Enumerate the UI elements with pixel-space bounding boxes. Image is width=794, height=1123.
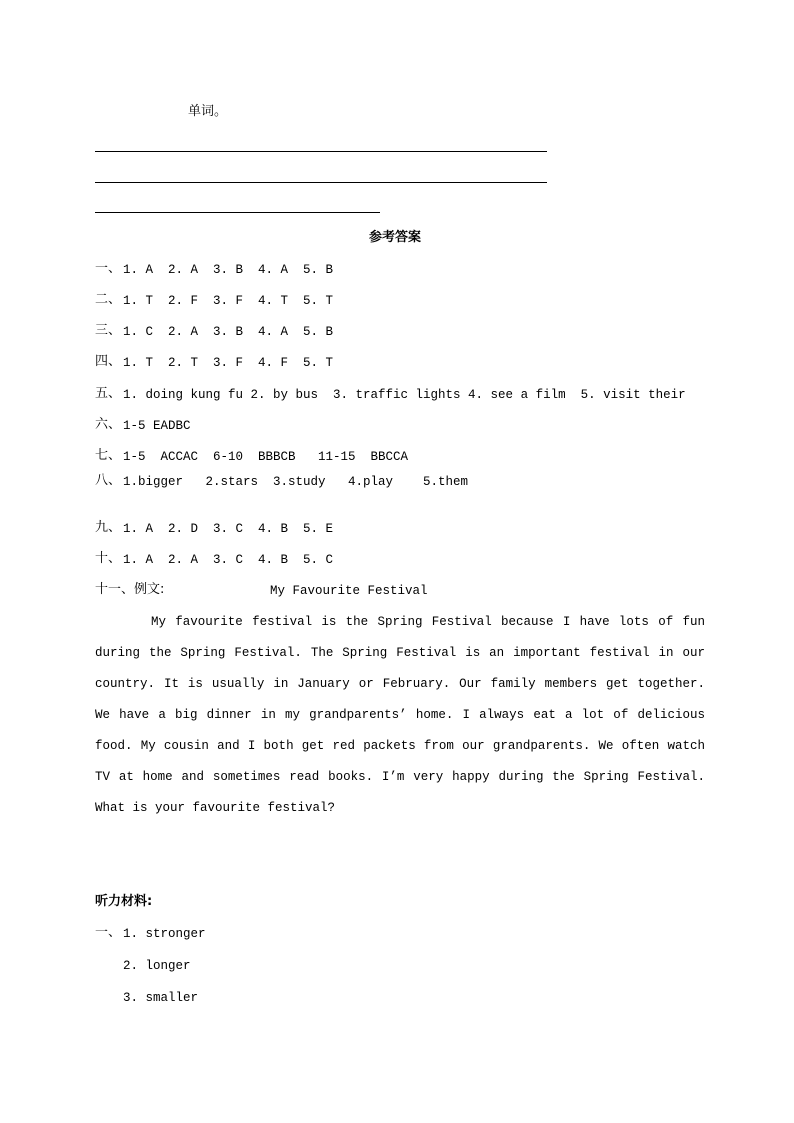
section-1-answers: 1. A 2. A 3. B 4. A 5. B [123,263,334,277]
essay-paragraph [95,607,705,824]
listening-section-1-number: 一、 [95,925,122,940]
section-4-number: 四、 [95,354,122,369]
section-7-number: 七、 [95,448,122,463]
section-5-number: 五、 [95,386,122,401]
word-instruction: 单词。 [188,104,228,119]
section-10-answers: 1. A 2. A 3. C 4. B 5. C [123,553,334,567]
listening-item-3: 3. smaller [123,991,199,1005]
section-11-label: 十一、例文: [95,582,165,597]
essay-title: My Favourite Festival [270,584,428,598]
section-9-number: 九、 [95,520,122,535]
section-2-number: 二、 [95,292,122,307]
section-5-answers: 1. doing kung fu 2. by bus 3. traffic lights 4. see a film 5. visit their [123,388,686,402]
section-1-number: 一、 [95,261,122,276]
section-2-answers: 1. T 2. F 3. F 4. T 5. T [123,294,334,308]
section-4-answers: 1. T 2. T 3. F 4. F 5. T [123,356,334,370]
essay-text: My favourite festival is the Spring Festival because I have lots of fun during the Spring Festival. The Spring Festival is an important festival in our country. It is usually in January or February. Our family members get together. We have a big dinner in my grandparents’ home. I always eat a lot of delicious food. My cousin and I both get red packets from our grandparents. We often watch TV at home and sometimes read books. I’m very happy during the Spring Festival. What is your favourite festival? [95,615,705,815]
listening-item-1: 1. stronger [123,927,206,941]
section-3-number: 三、 [95,323,122,338]
section-7-answers: 1-5 ACCAC 6-10 BBBCB 11-15 BBCCA [123,450,409,464]
section-6-answers: 1-5 EADBC [123,419,191,433]
section-10-number: 十、 [95,551,122,566]
section-9-answers: 1. A 2. D 3. C 4. B 5. E [123,522,334,536]
listening-title: 听力材料: [95,894,153,909]
answer-key-title: 参考答案 [369,230,422,245]
answer-line-3 [95,212,380,213]
listening-item-2: 2. longer [123,959,191,973]
section-8-number: 八、 [95,473,122,488]
section-8-answers: 1.bigger 2.stars 3.study 4.play 5.them [123,475,469,489]
section-3-answers: 1. C 2. A 3. B 4. A 5. B [123,325,334,339]
section-6-number: 六、 [95,417,122,432]
answer-line-1 [95,151,547,152]
answer-line-2 [95,182,547,183]
